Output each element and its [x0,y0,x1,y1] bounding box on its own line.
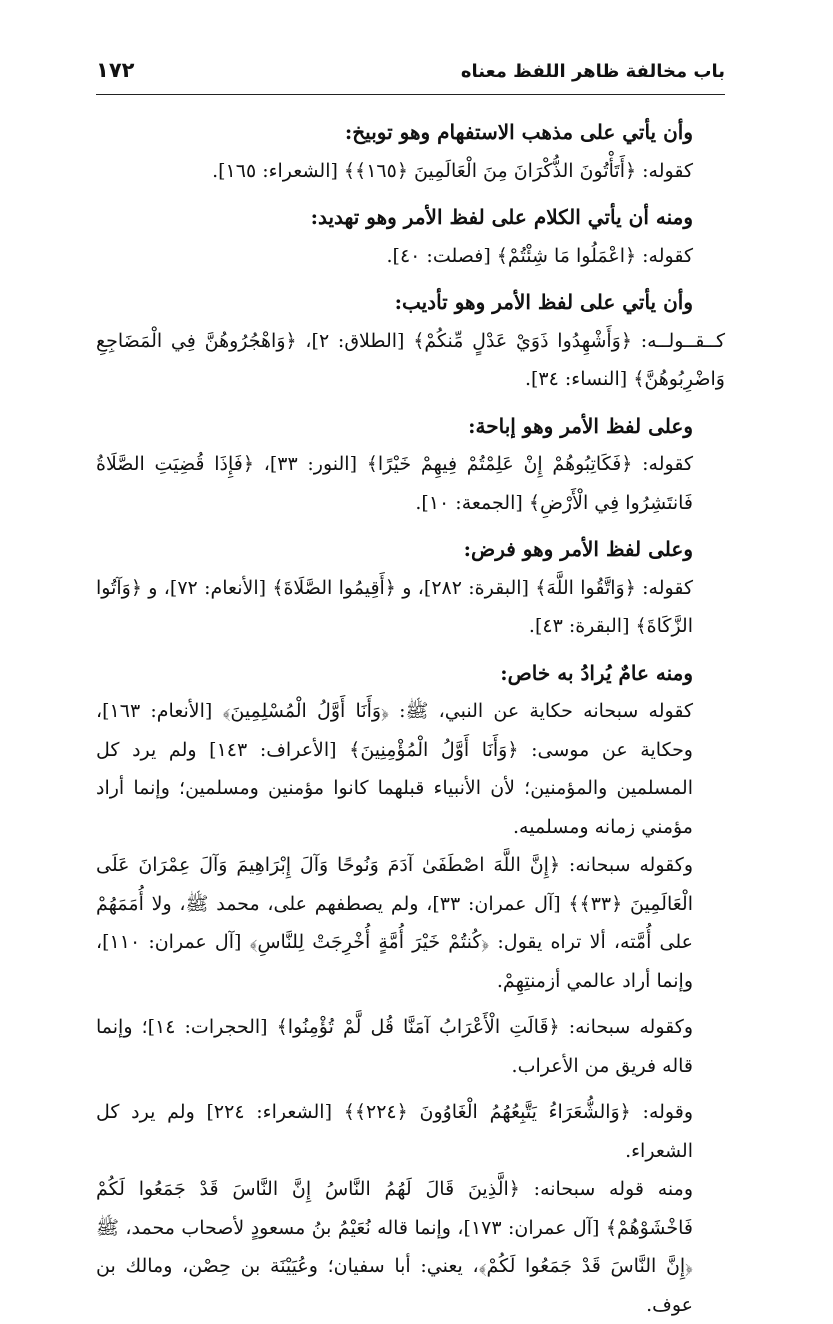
section-heading: ومنه أن يأتي الكلام على لفظ الأمر وهو تهديد: [310,205,693,229]
paragraph: كــقــولــه: ﴿وَأَشْهِدُوا ذَوَيْ عَدْلٍ مِّنكُمْ﴾ [الطلاق: ٢]، ﴿وَاهْجُرُوهُنَّ فِي الْمَضَاجِعِ وَاضْرِبُوهُنَّ﴾ [النساء: ٣٤]. [96,329,725,390]
section-heading: وأن يأتي على لفظ الأمر وهو تأديب: [394,290,693,314]
section-heading: وأن يأتي على مذهب الاستفهام وهو توبيخ: [344,120,693,144]
paragraph: كقوله سبحانه حكاية عن النبي، ﷺ: ﴿وَأَنَا أَوَّلُ الْمُسْلِمِينَ﴾ [الأنعام: ١٦٣]، وحكاية عن موسى: ﴿وَأَنَا أَوَّلُ الْمُؤْمِنِينَ﴾ [الأعراف: ١٤٣] ولم يرد كل المسلمين والمؤمنين؛ لأن الأنبياء قبلهما كانوا مؤمنين ومسلمين؛ وإنما أراد مؤمني زمانه ومسلميه. [96,700,693,838]
paragraph: كقوله: ﴿أَتَأْتُونَ الذُّكْرَانَ مِنَ الْعَالَمِينَ ﴿١٦٥﴾﴾ [الشعراء: ١٦٥]. [212,159,693,182]
section-heading: وعلى لفظ الأمر وهو فرض: [463,537,693,561]
section-heading: وعلى لفظ الأمر وهو إباحة: [468,413,693,438]
paragraph: كقوله: ﴿وَاتَّقُوا اللَّهَ﴾ [البقرة: ٢٨٢]، و ﴿أَقِيمُوا الصَّلَاةَ﴾ [الأنعام: ٧٢]، و ﴿وَآتُوا الزَّكَاةَ﴾ [البقرة: ٤٣]. [96,576,693,637]
paragraph: ومنه قوله سبحانه: ﴿الَّذِينَ قَالَ لَهُمُ النَّاسُ إِنَّ النَّاسَ قَدْ جَمَعُوا لَكُمْ فَاخْشَوْهُمْ﴾ [آل عمران: ١٧٣]، وإنما قاله نُعَيْمُ بنُ مسعودٍ لأصحاب محمد، ﷺ ﴿إِنَّ النَّاسَ قَدْ جَمَعُوا لَكُمْ﴾، يعني: أبا سفيان؛ وعُيَيْنَة بن حِصْن، ومالك بن عوف. [96,1178,693,1316]
body-text [96,113,725,1324]
paragraph: كقوله: ﴿فَكَاتِبُوهُمْ إِنْ عَلِمْتُمْ فِيهِمْ خَيْرًا﴾ [النور: ٣٣]، ﴿فَإِذَا قُضِيَتِ الصَّلَاةُ فَانتَشِرُوا فِي الْأَرْضِ﴾ [الجمعة: ١٠]. [96,453,693,514]
paragraph: كقوله: ﴿اعْمَلُوا مَا شِئْتُمْ﴾ [فصلت: ٤٠]. [386,244,693,267]
running-header [96,58,725,95]
section-heading: ومنه عامٌ يُرادُ به خاص: [500,660,693,685]
running-title: باب مخالفة ظاهر اللفظ معناه [460,61,725,82]
paragraph: وقوله: ﴿وَالشُّعَرَاءُ يَتَّبِعُهُمُ الْغَاوُونَ ﴿٢٢٤﴾﴾ [الشعراء: ٢٢٤] ولم يرد كل الشعراء. [96,1101,694,1162]
paragraph: وكقوله سبحانه: ﴿إِنَّ اللَّهَ اصْطَفَىٰ آدَمَ وَنُوحًا وَآلَ إِبْرَاهِيمَ وَآلَ عِمْرَانَ عَلَى الْعَالَمِينَ ﴿٣٣﴾﴾ [آل عمران: ٣٣]، ولم يصطفهم على، محمد ﷺ، ولا أُمَمَهُمْ على أُمَّته، ألا تراه يقول: ﴿كُنتُمْ خَيْرَ أُمَّةٍ أُخْرِجَتْ لِلنَّاسِ﴾ [آل عمران: ١١٠]، وإنما أراد عالمي أزمنتِهِمْ. [96,854,693,992]
page-number: ١٧٢ [96,58,135,82]
paragraph: وكقوله سبحانه: ﴿قَالَتِ الْأَعْرَابُ آمَنَّا قُل لَّمْ تُؤْمِنُوا﴾ [الحجرات: ١٤]؛ وإنما قاله فريق من الأعراب. [96,1016,693,1077]
